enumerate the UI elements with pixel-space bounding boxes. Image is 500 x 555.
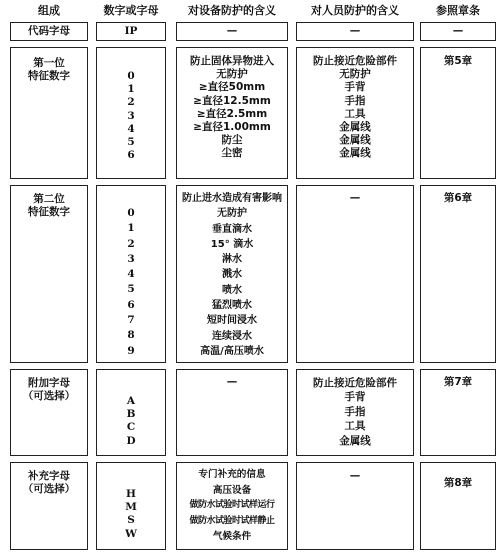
- equipment-meaning: ≥直径50mm: [198, 81, 266, 94]
- equipment-meaning: 无防护: [217, 208, 247, 220]
- digit-code: 5: [127, 136, 135, 149]
- first-digit-label: [10, 57, 88, 83]
- second-digit-label-line: 特征数字: [28, 206, 70, 219]
- personnel-meaning: 手指: [344, 94, 366, 107]
- equipment-meaning: 短时间浸水: [207, 315, 257, 327]
- digit-code: 0: [127, 207, 135, 219]
- personnel-meaning: 工具: [344, 107, 366, 120]
- header-clause: 参照章条: [436, 4, 480, 17]
- supplementary-equipment: [176, 467, 288, 545]
- personnel-meaning: 手指: [344, 405, 366, 418]
- second-digit-label: [10, 193, 88, 219]
- additional-label-line: 附加字母: [28, 377, 70, 389]
- additional-clause: 第7章: [443, 376, 473, 388]
- second-digit-equipment: [176, 191, 288, 359]
- group-separator: [0, 178, 500, 186]
- equipment-meaning: 防止固体异物进入: [190, 55, 274, 67]
- group-separator: [0, 362, 500, 370]
- digit-code: 4: [127, 122, 135, 135]
- group-separator: [0, 455, 500, 463]
- first-digit-equipment: [176, 55, 288, 161]
- supplementary-codes: [96, 488, 166, 541]
- letter-code: D: [126, 434, 136, 447]
- letter-code: S: [127, 514, 135, 527]
- additional-codes: [96, 395, 166, 448]
- equipment-meaning: 淋水: [222, 254, 242, 266]
- digit-code: 6: [127, 149, 135, 162]
- digit-code: 3: [127, 252, 135, 265]
- digit-code: 7: [127, 314, 135, 327]
- digit-code: 2: [127, 237, 135, 250]
- equipment-meaning: 连续浸水: [212, 330, 252, 342]
- equipment-meaning: 15° 滴水: [210, 238, 254, 250]
- code-row-code: IP: [124, 25, 138, 37]
- digit-code: 4: [127, 268, 135, 281]
- personnel-meaning: 工具: [344, 420, 366, 433]
- equipment-meaning: 喷水: [222, 284, 242, 296]
- first-digit-codes: [96, 70, 166, 162]
- additional-label: [10, 377, 88, 403]
- equipment-meaning: 高压设备: [212, 484, 252, 496]
- code-row-equipment: —: [226, 25, 238, 37]
- column-clause: [420, 22, 496, 550]
- letter-code: W: [125, 527, 137, 540]
- group-separator: [0, 40, 500, 48]
- digit-code: 6: [127, 298, 135, 311]
- header-code: 数字或字母: [103, 4, 159, 17]
- letter-code: B: [126, 408, 136, 421]
- personnel-meaning: 防止接近危险部件: [313, 377, 397, 389]
- equipment-meaning: 气候条件: [212, 531, 252, 543]
- personnel-meaning: 无防护: [339, 68, 371, 81]
- header-composition: 组成: [38, 4, 60, 17]
- supplementary-clause: 第8章: [443, 477, 473, 489]
- code-row-label: 代码字母: [28, 25, 70, 37]
- equipment-meaning: 垂直滴水: [212, 223, 252, 235]
- second-digit-codes: [96, 206, 166, 359]
- first-digit-label-line: 第一位: [33, 57, 65, 69]
- personnel-meaning: 手背: [344, 81, 366, 94]
- equipment-meaning: 高温/高压喷水: [200, 345, 264, 357]
- equipment-meaning: 防止进水造成有害影响: [182, 193, 282, 204]
- personnel-meaning: 金属线: [339, 434, 371, 447]
- digit-code: 3: [127, 109, 135, 122]
- personnel-meaning: 手背: [344, 391, 366, 404]
- header-equipment-protection: 对设备防护的含义: [188, 4, 276, 17]
- digit-code: 1: [127, 83, 135, 96]
- digit-code: 9: [127, 344, 135, 357]
- equipment-meaning: 溅水: [222, 269, 242, 281]
- digit-code: 0: [127, 70, 135, 82]
- personnel-meaning: 金属线: [339, 147, 371, 160]
- equipment-meaning: 做防水试验时试样运行: [189, 500, 275, 511]
- digit-code: 5: [127, 283, 135, 296]
- personnel-meaning: 防止接近危险部件: [313, 55, 397, 67]
- equipment-meaning: 尘密: [221, 147, 243, 160]
- additional-equipment: —: [226, 376, 238, 388]
- digit-code: 2: [127, 96, 135, 109]
- letter-code: C: [126, 421, 136, 434]
- additional-personnel: [296, 376, 414, 448]
- equipment-meaning: 专门补充的信息: [198, 469, 266, 480]
- first-digit-personnel: [296, 55, 414, 161]
- second-digit-personnel: —: [349, 192, 361, 204]
- first-digit-clause: 第5章: [443, 55, 473, 67]
- second-digit-label-line: 第二位: [33, 193, 65, 205]
- supplementary-label-line: （可选择）: [22, 483, 76, 496]
- equipment-meaning: ≥直径1.00mm: [193, 121, 271, 134]
- equipment-meaning: ≥直径2.5mm: [196, 107, 268, 120]
- code-row-personnel: —: [349, 25, 361, 37]
- digit-code: 1: [127, 222, 135, 235]
- equipment-meaning: ≥直径12.5mm: [193, 94, 271, 107]
- equipment-meaning: 做防水试验时试样静止: [189, 515, 275, 526]
- letter-code: M: [125, 501, 137, 514]
- header-personnel-protection: 对人员防护的含义: [311, 4, 399, 17]
- letter-code: H: [126, 488, 136, 500]
- digit-code: 8: [127, 329, 135, 342]
- personnel-meaning: 金属线: [339, 134, 371, 147]
- letter-code: A: [126, 395, 136, 407]
- supplementary-personnel: —: [349, 470, 361, 482]
- supplementary-label: [10, 470, 88, 496]
- equipment-meaning: 防尘: [221, 134, 243, 147]
- equipment-meaning: 猛烈喷水: [212, 300, 252, 312]
- second-digit-clause: 第6章: [443, 192, 473, 204]
- personnel-meaning: 金属线: [339, 121, 371, 134]
- supplementary-label-line: 补充字母: [28, 470, 70, 482]
- equipment-meaning: 无防护: [216, 68, 248, 81]
- first-digit-label-line: 特征数字: [28, 70, 70, 83]
- code-row-clause: —: [452, 25, 464, 37]
- additional-label-line: （可选择）: [22, 390, 76, 403]
